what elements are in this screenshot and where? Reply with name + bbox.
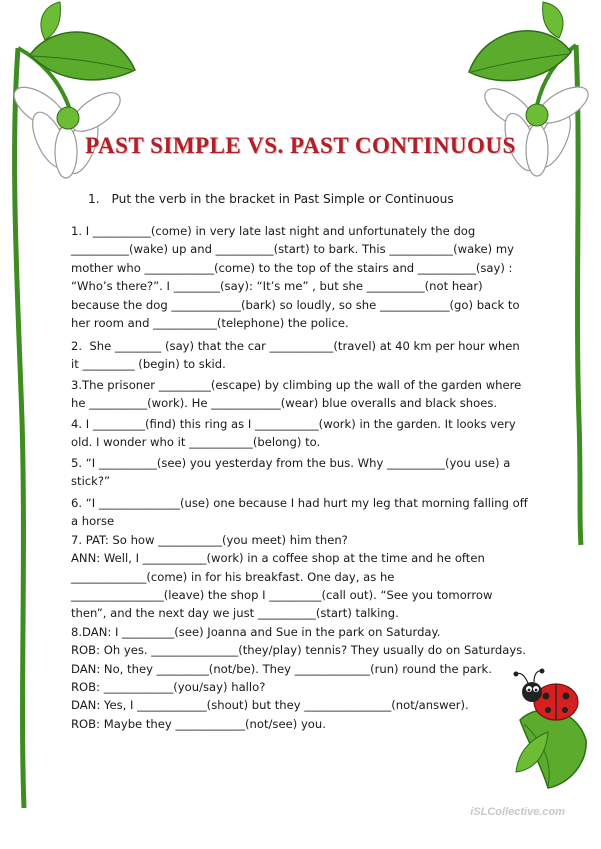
exercise-line: ANN: Well, I ___________(work) in a coffee shop at the time and he often xyxy=(71,551,485,566)
exercise-text xyxy=(71,337,531,374)
exercise-line: 6. “I ______________(use) one because I had hurt my leg that morning falling off xyxy=(71,496,528,510)
exercise-text xyxy=(71,415,531,452)
exercise-line: DAN: No, they _________(not/be). They _____________(run) round the park. xyxy=(71,661,492,676)
exercise-line: _____________(come) in for his breakfast. One day, as he xyxy=(71,569,395,584)
exercise-line: DAN: Yes, I ____________(shout) but they _______________(not/answer). xyxy=(71,698,469,713)
exercise-line: he __________(work). He ____________(wear) blue overalls and black shoes. xyxy=(71,396,498,411)
exercise-line: 7. PAT: So how ___________(you meet) him then? xyxy=(71,532,348,547)
exercise-line: a horse xyxy=(71,514,115,529)
exercise-line: ROB: Maybe they ____________(not/see) you. xyxy=(71,716,326,731)
exercise-line: her room and ___________(telephone) the police. xyxy=(71,316,349,331)
exercise-line: 4. I _________(find) this ring as I ___________(work) in the garden. It looks very xyxy=(71,417,516,431)
site-watermark: iSLCollective.com xyxy=(470,806,565,818)
exercise-line: 5. “I __________(see) you yesterday from the bus. Why __________(you use) a xyxy=(71,456,511,470)
exercise-line: old. I wonder who it ___________(belong) to. xyxy=(71,435,321,450)
exercise-text xyxy=(71,222,531,332)
exercise-line: it _________ (begin) to skid. xyxy=(71,357,226,372)
exercise-line: ________________(leave) the shop I _________(call out). “See you tomorrow xyxy=(71,588,493,603)
exercise-line: ROB: ____________(you/say) hallo? xyxy=(71,680,266,695)
exercise-line: 8.DAN: I _________(see) Joanna and Sue in the park on Saturday. xyxy=(71,624,441,639)
exercise-line: stick?” xyxy=(71,474,111,489)
exercise-line: __________(wake) up and __________(start) to bark. This ___________(wake) my xyxy=(71,242,515,257)
exercise-instruction xyxy=(88,192,454,206)
exercise-text xyxy=(71,454,531,491)
exercise-text xyxy=(71,494,531,733)
exercise-line: mother who ____________(come) to the top of the stairs and __________(say) : xyxy=(71,260,513,275)
exercise-line: 1. I __________(come) in very late last night and unfortunately the dog xyxy=(71,224,476,238)
exercise-line: then”, and the next day we just __________(start) talking. xyxy=(71,606,399,621)
exercise-line: because the dog ____________(bark) so loudly, so she ____________(go) back to xyxy=(71,297,520,312)
instruction-text: Put the verb in the bracket in Past Simple or Continuous xyxy=(111,192,454,206)
exercise-line: 2. She ________ (say) that the car ___________(travel) at 40 km per hour when xyxy=(71,339,520,353)
worksheet-title: PAST SIMPLE VS. PAST CONTINUOUS xyxy=(85,133,516,158)
exercise-line: ROB: Oh yes. _______________(they/play) tennis? They usually do on Saturdays. xyxy=(71,643,526,658)
instruction-number: 1. xyxy=(88,192,100,206)
exercise-line: “Who’s there?”. I ________(say): “It’s me” , but she __________(not hear) xyxy=(71,279,483,294)
exercise-line: 3.The prisoner _________(escape) by climbing up the wall of the garden where xyxy=(71,378,522,392)
exercise-text xyxy=(71,376,531,413)
